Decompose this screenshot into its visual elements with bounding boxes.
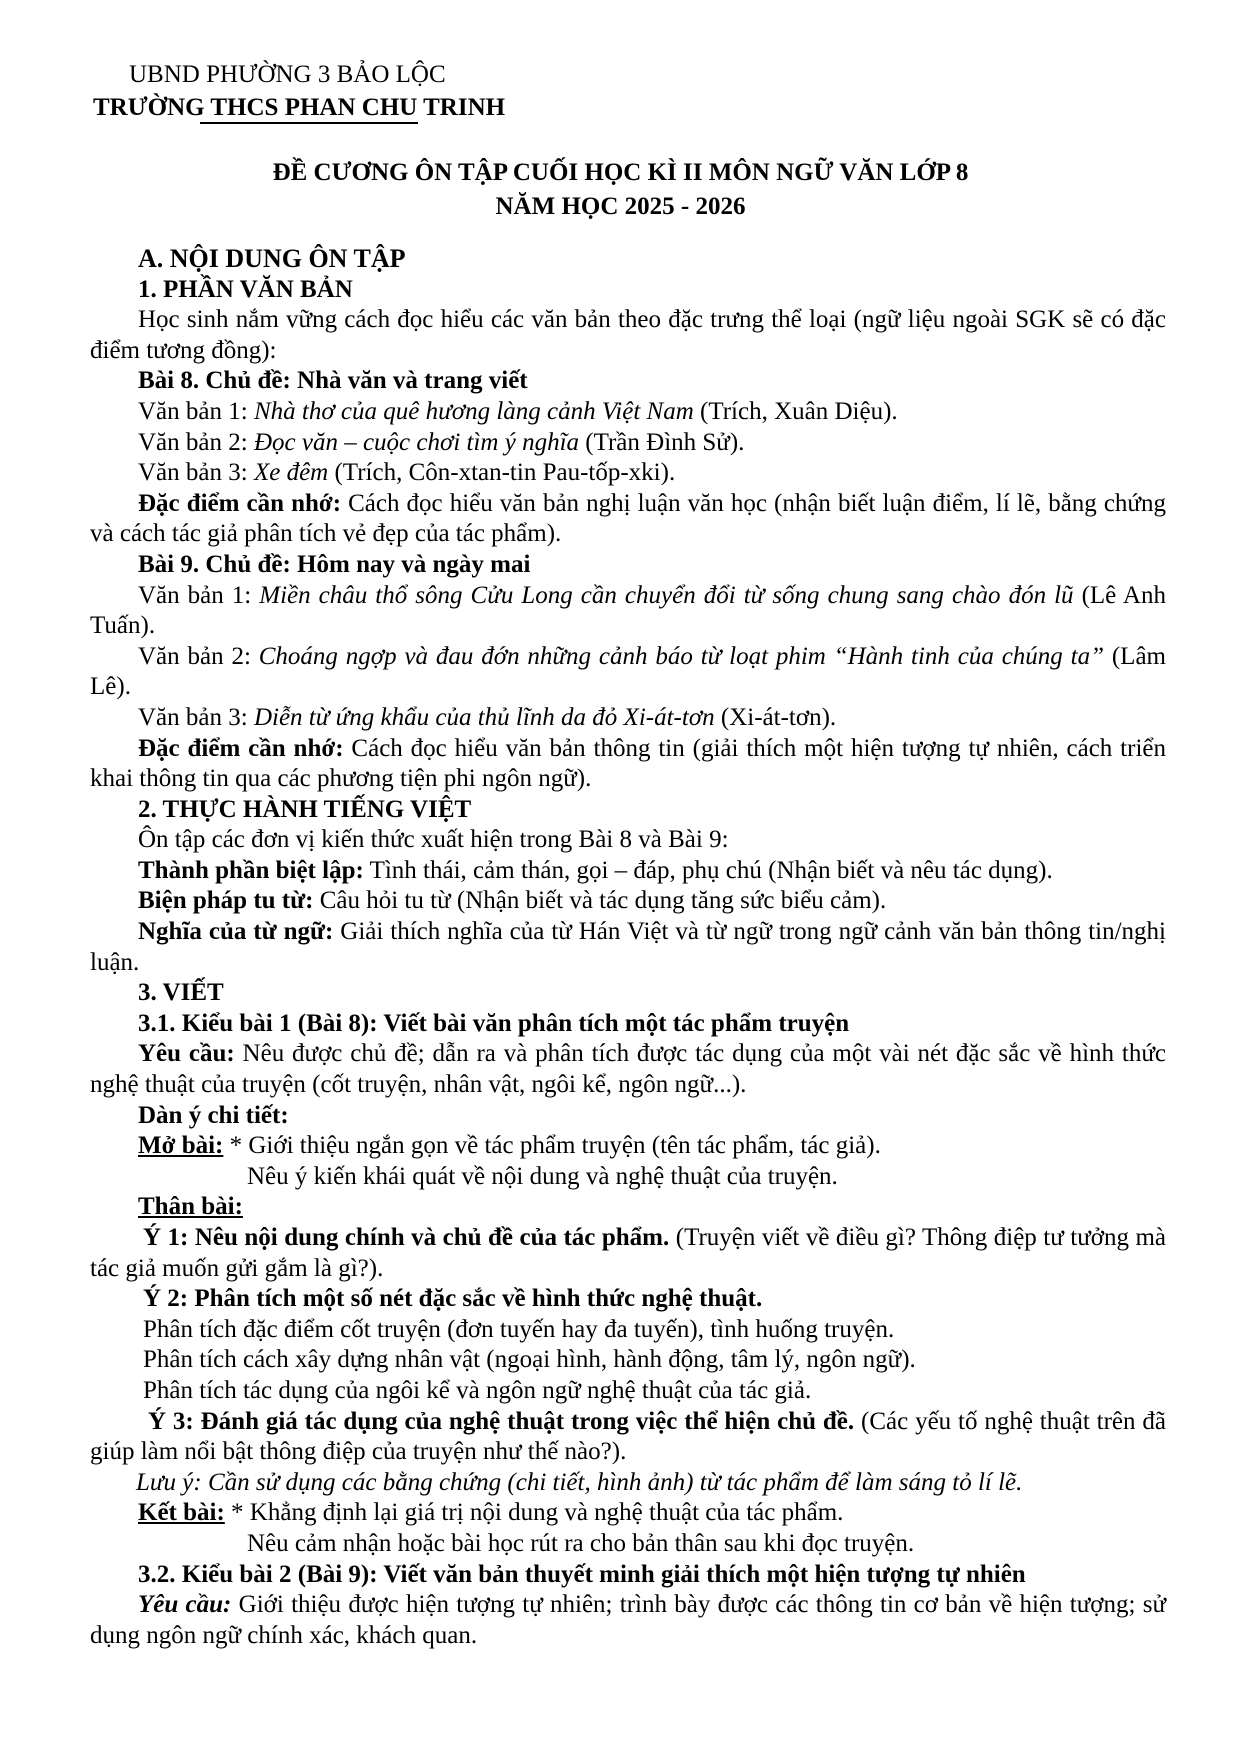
lesson-9-note [90,734,1166,795]
conclusion-part [90,1498,1166,1529]
requirement-text: Giới thiệu được hiện tượng tự nhiên; trình bày được các thông tin cơ bản về hiện tượng; sử dụng ngôn ngữ chính xác, khách quan. [90,1591,1166,1649]
conclusion-point-2: Nêu cảm nhận hoặc bài học rút ra cho bản thân sau khi đọc truyện. [247,1529,915,1557]
lesson-8-text-2 [90,428,1166,459]
text-title: Miền châu thổ sông Cửu Long cần chuyển đổi từ sống chung sang chào đón lũ [259,581,1074,609]
text-label: Văn bản 1: [138,581,260,609]
requirement-label: Yêu cầu: [138,1591,232,1619]
conclusion-point-1: * Khẳng định lại giá trị nội dung và nghệ thuật của tác phẩm. [224,1499,844,1527]
section-2-item [90,856,1166,887]
requirement-text: Nêu được chủ đề; dẫn ra và phân tích được tác dụng của một vài nét đặc sắc về hình thức nghệ thuật của truyện (cốt truyện, nhân vật, ngôi kể, ngôn ngữ...). [90,1040,1166,1099]
note-label: Đặc điểm cần nhớ: [138,734,344,762]
item-label: Biện pháp tu từ: [138,887,314,915]
title-line-1: ĐỀ CƯƠNG ÔN TẬP CUỐI HỌC KÌ II MÔN NGỮ VĂN LỚP 8 [272,159,969,186]
idea-1-label: Ý 1: Nêu nội dung chính và chủ đề của tác phẩm. [143,1224,670,1251]
lesson-8-text-3 [90,458,1166,489]
intro-point-1: * Giới thiệu ngắn gọn về tác phẩm truyện (tên tác phẩm, tác giả). [223,1132,881,1160]
text-label: Văn bản 2: [138,642,259,670]
note-label: Đặc điểm cần nhớ: [138,489,342,517]
idea-2-label: Ý 2: Phân tích một số nét đặc sắc về hình thức nghệ thuật. [143,1285,763,1313]
text-title: Xe đêm [253,459,329,487]
outline-heading: Dàn ý chi tiết: [138,1101,289,1129]
type-1-note: Lưu ý: Cần sử dụng các bằng chứng (chi tiết, hình ảnh) từ tác phẩm để làm sáng tỏ lí lẽ. [136,1468,1023,1496]
idea-1 [90,1223,1166,1284]
text-author: (Lâm Lê). [90,642,1166,701]
title-line-2: NĂM HỌC 2025 - 2026 [495,193,746,220]
lesson-8-heading: Bài 8. Chủ đề: Nhà văn và trang viết [138,367,528,395]
lesson-9-text-2 [90,642,1166,703]
header-school: TRƯỜNG THCS PHAN CHU TRINH [93,94,506,121]
text-label: Văn bản 2: [138,428,254,456]
note-text: Cách đọc hiểu văn bản thông tin (giải thích một hiện tượng tự nhiên, cách triển khai thông tin qua các phương tiện phi ngôn ngữ). [90,734,1167,793]
text-author: (Trích, Xuân Diệu). [693,397,898,425]
text-title: Đọc văn – cuộc chơi tìm ý nghĩa [253,428,580,456]
idea-2-item: Phân tích tác dụng của ngôi kể và ngôn ngữ nghệ thuật của tác giả. [143,1376,812,1404]
item-label: Thành phần biệt lập: [138,856,364,884]
intro-part [90,1131,1166,1162]
idea-3-label: Ý 3: Đánh giá tác dụng của nghệ thuật trong việc thể hiện chủ đề. [148,1407,855,1435]
header-underline [200,122,418,124]
section-2-item [90,886,1166,917]
text-label: Văn bản 3: [138,703,254,731]
conclusion-label: Kết bài: [138,1499,225,1527]
header-authority: UBND PHƯỜNG 3 BẢO LỘC [129,61,446,88]
text-title: Diễn từ ứng khẩu của thủ lĩnh da đỏ Xi-át-tơn [253,703,715,731]
text-title: Choáng ngợp và đau đớn những cảnh báo từ loạt phim “Hành tinh của chúng ta” [258,642,1104,670]
idea-3 [90,1407,1166,1468]
intro-label: Mở bài: [138,1132,224,1160]
idea-1-text: (Truyện viết về điều gì? Thông điệp tư tưởng mà tác giả muốn gửi gắm là gì?). [90,1224,1167,1282]
idea-3-text: (Các yếu tố nghệ thuật trên đã giúp làm nổi bật thông điệp của truyện như thế nào?). [90,1407,1166,1466]
idea-2-item: Phân tích đặc điểm cốt truyện (đơn tuyến hay đa tuyến), tình huống truyện. [143,1315,895,1343]
type-1-requirement [90,1039,1166,1100]
section-1-intro: Học sinh nắm vững cách đọc hiểu các văn bản theo đặc trưng thể loại (ngữ liệu ngoài SGK sẽ có đặc điểm tương đồng): [90,306,1166,364]
lesson-8-note [90,489,1166,550]
text-label: Văn bản 1: [138,397,254,425]
item-text: Câu hỏi tu từ (Nhận biết và tác dụng tăng sức biểu cảm). [313,887,887,915]
text-author: (Trích, Côn-xtan-tin Pau-tốp-xki). [328,459,676,487]
body-part-label: Thân bài: [138,1193,243,1221]
section-2-heading: 2. THỰC HÀNH TIẾNG VIỆT [138,795,472,823]
lesson-9-text-3 [90,703,1166,734]
section-2-item [90,917,1166,978]
text-author: (Lê Anh Tuấn). [90,581,1166,640]
section-2-intro: Ôn tập các đơn vị kiến thức xuất hiện trong Bài 8 và Bài 9: [138,826,729,854]
text-author: (Trần Đình Sử). [579,428,745,456]
section-1-heading: 1. PHẦN VĂN BẢN [138,275,353,303]
section-a-heading: A. NỘI DUNG ÔN TẬP [138,244,406,273]
lesson-9-heading: Bài 9. Chủ đề: Hôm nay và ngày mai [138,550,531,578]
text-author: (Xi-át-tơn). [714,703,837,731]
requirement-label: Yêu cầu: [138,1040,235,1068]
item-label: Nghĩa của từ ngữ: [138,918,334,946]
lesson-8-text-1 [90,397,1166,428]
note-text: Cách đọc hiểu văn bản nghị luận văn học (nhận biết luận điểm, lí lẽ, bằng chứng và cách tác giả phân tích vẻ đẹp của tác phẩm). [90,489,1166,548]
item-text: Tình thái, cảm thán, gọi – đáp, phụ chú (Nhận biết và nêu tác dụng). [363,856,1053,884]
item-text: Giải thích nghĩa của từ Hán Việt và từ ngữ trong ngữ cảnh văn bản thông tin/nghị luận. [90,918,1166,976]
section-3-heading: 3. VIẾT [138,979,224,1007]
lesson-9-text-1 [90,581,1166,642]
idea-2-item: Phân tích cách xây dựng nhân vật (ngoại hình, hành động, tâm lý, ngôn ngữ). [143,1346,916,1374]
text-label: Văn bản 3: [138,459,254,487]
intro-point-2: Nêu ý kiến khái quát về nội dung và nghệ thuật của truyện. [247,1162,838,1190]
type-2-requirement [90,1590,1166,1651]
type-2-heading: 3.2. Kiểu bài 2 (Bài 9): Viết văn bản thuyết minh giải thích một hiện tượng tự nhiên [138,1560,1026,1588]
document-title [0,156,1241,224]
text-title: Nhà thơ của quê hương làng cảnh Việt Nam [253,397,694,425]
type-1-heading: 3.1. Kiểu bài 1 (Bài 8): Viết bài văn phân tích một tác phẩm truyện [138,1009,850,1037]
document-body [90,244,1166,1651]
document-header [93,58,505,124]
